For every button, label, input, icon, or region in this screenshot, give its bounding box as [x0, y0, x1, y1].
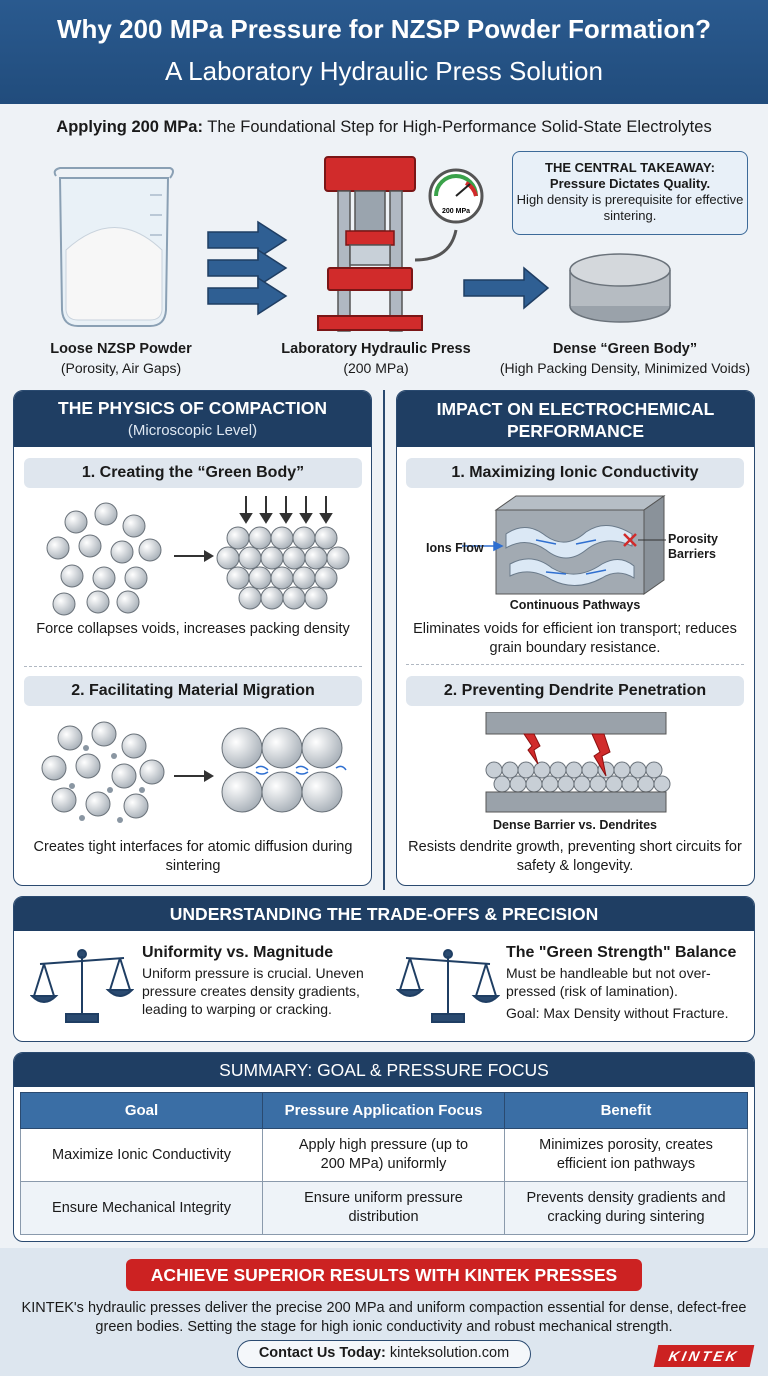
impact-heading: IMPACT ON ELECTROCHEMICAL PERFORMANCE	[436, 399, 715, 441]
material-migration-diagram	[24, 716, 362, 832]
section-divider	[24, 666, 362, 667]
summary-table-header	[21, 1093, 748, 1129]
dendrite-barrier-diagram	[406, 712, 744, 816]
table-cell: Apply high pressure (up to 200 MPa) uniformly	[263, 1129, 505, 1182]
physics-section-1-title: 1. Creating the “Green Body”	[24, 458, 362, 488]
page-header	[0, 0, 768, 104]
page-subtitle: A Laboratory Hydraulic Press Solution	[165, 56, 603, 86]
contact-label: Contact Us Today:	[258, 1345, 386, 1361]
summary-heading: SUMMARY: GOAL & PRESSURE FOCUS	[14, 1053, 754, 1087]
flow-arrows-icon	[208, 222, 286, 314]
impact-section-1-title: 1. Maximizing Ionic Conductivity	[406, 458, 744, 488]
panel-divider	[383, 390, 385, 890]
table-cell: Ensure Mechanical Integrity	[21, 1182, 263, 1235]
intro-bold: Applying 200 MPa:	[56, 118, 203, 136]
contact-link[interactable]	[237, 1340, 531, 1368]
balance-scale-icon	[30, 946, 134, 1026]
powder-subtitle: (Porosity, Air Gaps)	[60, 360, 182, 376]
callout-text: High density is prerequisite for effective sintering.	[516, 192, 744, 223]
tradeoff-green-strength-title: The "Green Strength" Balance	[506, 944, 737, 961]
physics-section-1-caption: Force collapses voids, increases packing density	[36, 621, 350, 637]
page-title: Why 200 MPa Pressure for NZSP Powder Formation?	[56, 14, 711, 44]
green-body-pellet-icon	[570, 254, 670, 322]
continuous-pathways-label: Continuous Pathways	[509, 598, 641, 612]
press-subtitle: (200 MPa)	[343, 360, 409, 376]
table-cell: Prevents density gradients and cracking during sintering	[505, 1182, 748, 1235]
physics-subheading: (Microscopic Level)	[127, 422, 258, 439]
tradeoff-uniformity-title: Uniformity vs. Magnitude	[142, 944, 334, 961]
porosity-barriers-label: Porosity Barriers	[668, 532, 719, 561]
column-header-goal: Goal	[21, 1093, 263, 1129]
green-body-title: Dense “Green Body”	[552, 341, 698, 357]
arrow-right-icon	[464, 268, 548, 308]
powder-label	[36, 340, 206, 378]
table-row	[21, 1182, 748, 1235]
particle-compaction-diagram	[24, 494, 362, 618]
summary-table	[20, 1092, 748, 1235]
impact-section-1-caption: Eliminates voids for efficient ion transport; reduces grain boundary resistance.	[413, 621, 737, 656]
contact-url: kinteksolution.com	[385, 1345, 510, 1361]
balance-scale-icon	[396, 946, 500, 1026]
tradeoff-uniformity-text: Uniform pressure is crucial. Uneven pressure creates density gradients, leading to warping or cracking.	[142, 965, 364, 1017]
force-arrows-icon	[241, 496, 331, 522]
arrow-right-icon	[174, 550, 214, 562]
intro-rest: The Foundational Step for High-Performance Solid-State Electrolytes	[202, 118, 712, 136]
green-body-label	[490, 340, 760, 378]
central-takeaway-callout	[512, 151, 748, 235]
intro-line	[0, 118, 768, 137]
cta-banner: ACHIEVE SUPERIOR RESULTS WITH KINTEK PRESSES	[126, 1259, 642, 1291]
section-divider	[406, 664, 744, 665]
column-header-pressure-focus: Pressure Application Focus	[263, 1093, 505, 1129]
table-cell: Ensure uniform pressure distribution	[263, 1182, 505, 1235]
physics-section-2-title: 2. Facilitating Material Migration	[24, 676, 362, 706]
tradeoff-uniformity	[142, 944, 372, 1018]
impact-section-2-title: 2. Preventing Dendrite Penetration	[406, 676, 744, 706]
press-label	[266, 340, 486, 378]
tradeoff-green-strength-text: Must be handleable but not over-pressed (risk of lamination).	[506, 965, 711, 999]
physics-panel-header	[14, 391, 371, 447]
physics-section-2-caption: Creates tight interfaces for atomic diffusion during sintering	[33, 839, 353, 874]
tradeoffs-heading: UNDERSTANDING THE TRADE-OFFS & PRECISION	[14, 897, 754, 931]
gauge-label: 200 MPa	[441, 208, 471, 215]
table-cell: Minimizes porosity, creates efficient ion pathways	[505, 1129, 748, 1182]
press-title: Laboratory Hydraulic Press	[281, 341, 471, 357]
impact-section-2-caption: Resists dendrite growth, preventing short circuits for safety & longevity.	[408, 839, 742, 874]
table-cell: Maximize Ionic Conductivity	[21, 1129, 263, 1182]
powder-title: Loose NZSP Powder	[50, 341, 192, 357]
column-header-benefit: Benefit	[505, 1093, 748, 1129]
footer-text: KINTEK's hydraulic presses deliver the precise 200 MPa and uniform compaction essential for dense, defect-free green bodies. Setting the stage for high ionic conductivity and robust mechanical strength.	[21, 1300, 747, 1335]
tradeoff-goal: Goal: Max Density without Fracture.	[506, 1005, 729, 1021]
impact-panel-header	[397, 391, 754, 447]
dense-barrier-label: Dense Barrier vs. Dendrites	[493, 818, 657, 832]
beaker-icon	[55, 168, 173, 326]
callout-heading: THE CENTRAL TAKEAWAY:	[545, 160, 715, 175]
arrow-right-icon	[174, 770, 214, 782]
kintek-logo: KINTEK	[654, 1345, 755, 1367]
callout-emphasis: Pressure Dictates Quality.	[549, 176, 711, 191]
table-row	[21, 1129, 748, 1182]
tradeoff-green-strength	[506, 944, 751, 1022]
hydraulic-press-icon	[318, 157, 482, 331]
ions-flow-label: Ions Flow	[426, 541, 484, 555]
green-body-subtitle: (High Packing Density, Minimized Voids)	[499, 360, 751, 376]
physics-heading: THE PHYSICS OF COMPACTION	[58, 398, 327, 418]
